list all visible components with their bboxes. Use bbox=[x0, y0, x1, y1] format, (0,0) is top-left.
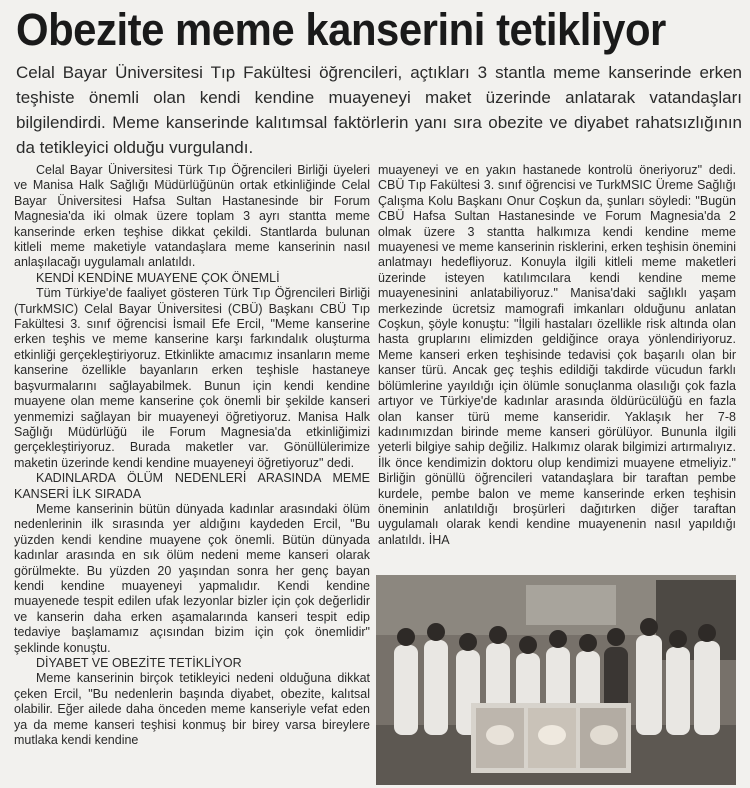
group-photo-illustration bbox=[376, 575, 736, 785]
paragraph: Meme kanserinin bütün dünyada kadınlar arasındaki ölüm nedenlerinin ilk sırasında yer aldığını kaydeden Ercil, "Bu yüzden kendi kendine muayene çok önemli. Bütün dünyada kadınlar arasında en sık ölüm nedeni meme kanseri olarak görülmekte. Bu yüzden 20 yaşından sonra her genç bayan kendi kendine muayeneyi yapmalıdır. Kendi kendine muayenede tespit edilen ufak lezyonlar bizler için çok değerlidir ve kanserin daha erken aşamalarında kanseri tespit edip tedaviye başlamamız açısından bizim için çok önemlidir" şeklinde konuştu. bbox=[14, 501, 370, 655]
subheading: KADINLARDA ÖLÜM NEDENLERİ ARASINDA MEME KANSERİ İLK SIRADA bbox=[14, 471, 370, 501]
paragraph: Celal Bayar Üniversitesi Türk Tıp Öğrencileri Birliği üyeleri ve Manisa Halk Sağlığı Müdürlüğünün ortak etkinliğinde Celal Bayar Üniversitesi Hafsa Sultan Hastanesinde bir Forum Magnesia'da iki olmak üzere toplam 3 ayrı stantta meme kanserinde erken teşhise dikkat çekildi. Stantlarda bulunan kitleli meme maketiyle vatandaşlara meme kanserinin nasıl anlaşılacağı uygulamalı anlatıldı. bbox=[14, 163, 370, 270]
subheading: KENDİ KENDİNE MUAYENE ÇOK ÖNEMLİ bbox=[36, 270, 280, 285]
group-photo bbox=[376, 575, 736, 785]
paragraph: Tüm Türkiye'de faaliyet gösteren Türk Tıp Öğrencileri Birliği (TurkMSIC) Celal Bayar Üniversitesi (CBÜ) Başkanı CBÜ Tıp Fakültesi 3. sınıf öğrencisi İsmail Efe Ercil, "Meme kanserine erken teşhis ve meme kanserine karşı farkındalık oluşturma etkinliği gerçekleştiriyoruz. Etkinlikte amacımız insanların meme kanserine özellikle bayanların erken teşhisle hastaneye başvurmalarını sağlayabilmek. Bunun için kendi kendine muayene olan meme kanserine çok önemli bir şekilde kanseri yenmemizi sağlayan bir muayeneyi öğretiyoruz. Manisa Halk Sağlığı Müdürlüğü ile Forum Magnesia'da etkinliğimizi gerçekleştiriyoruz. Burada maketler var. Gönüllülerimize maketin üzerinde kendi kendine muayeneyi öğretiyoruz" dedi. bbox=[14, 286, 370, 470]
subheading: DİYABET VE OBEZİTE TETİKLİYOR bbox=[36, 656, 242, 670]
right-column bbox=[378, 163, 736, 548]
lead-paragraph: Celal Bayar Üniversitesi Tıp Fakültesi öğrencileri, açtıkları 3 stantla meme kanserinde erken teşhiste önemli olan kendi kendine muayeneyi maket üzerinde anlatarak vatandaşları bilgilendirdi. Meme kanserinde kalıtımsal faktörlerin yanı sıra obezite ve diyabet rahatsızlığının da tetikleyici olduğu vurgulandı. bbox=[16, 63, 742, 157]
headline: Obezite meme kanserini tetikliyor bbox=[16, 4, 666, 55]
paragraph: muayeneyi ve en yakın hastanede kontrolü öneriyoruz" dedi. CBÜ Tıp Fakültesi 3. sınıf öğrencisi ve TurkMSIC Üreme Sağlığı Çalışma Kolu Başkanı Onur Coşkun da, şunları söyledi: "Bugün CBÜ Hafsa Sultan Hastanesinde ve Forum Magnesia'da 2 olmak üzere 3 stantta halkımıza kendi kendine meme muayenesi ve meme kanserinin risklerini, erken teşhisin önemini anlatmayı hedefliyoruz. Konuyla ilgili kitleli meme maketleri üzerinde isteyen katılımcılara kendi kendine meme muayenesinini anlatabiliyoruz." Manisa'daki sağlıklı yaşam merkezinde ücretsiz mamografi imkanları olduğunu anlatan Coşkun, şöyle konuştu: "İlgili hastaları özellikle risk altında olan hasta gruplarını elimizden geldiğince oraya yönlendiriyoruz. Meme kanseri erken teşhisinde tedavisi çok başarılı olan bir kanser türü. Ancak geç teşhis edildiği takdirde vücudun farklı bölümlerine yayıldığı için ölümle sonuçlanma olasılığı çok fazla artıyor ve Türkiye'de kadınlar arasında öldürücülüğü en fazla olan kanser türü meme kanseridir. Yaklaşık her 7-8 kadınımızdan birinde meme kanseri görülüyor. Bununla ilgili yeterli bilgiye sahip değiliz. Halkımız olarak bilgimizi artırmalıyız. İlk önce kendimizin doktoru olup kendimizi muayene etmeliyiz." Birliğin gönüllü öğrencileri vatandaşlara bir taraftan pembe kurdele, pembe balon ve meme kanserinde erken teşhisin öneminin anlatıldığı broşürleri dağıtırken diğer taraftan uygulamalı olarak kendi kendine muayenenin nasıl yapıldığı anlatıldı. İHA bbox=[378, 163, 736, 547]
left-column bbox=[14, 163, 370, 748]
paragraph: Meme kanserinin birçok tetikleyici nedeni olduğuna dikkat çeken Ercil, "Bu nedenlerin başında diyabet, obezite, kalıtsal olabilir. Eğer ailede daha önceden meme kanseriyle vefat eden ya da meme kanseri teşhisi konmuş bir birey varsa bireylere mutlaka kendi kendine bbox=[14, 671, 370, 748]
